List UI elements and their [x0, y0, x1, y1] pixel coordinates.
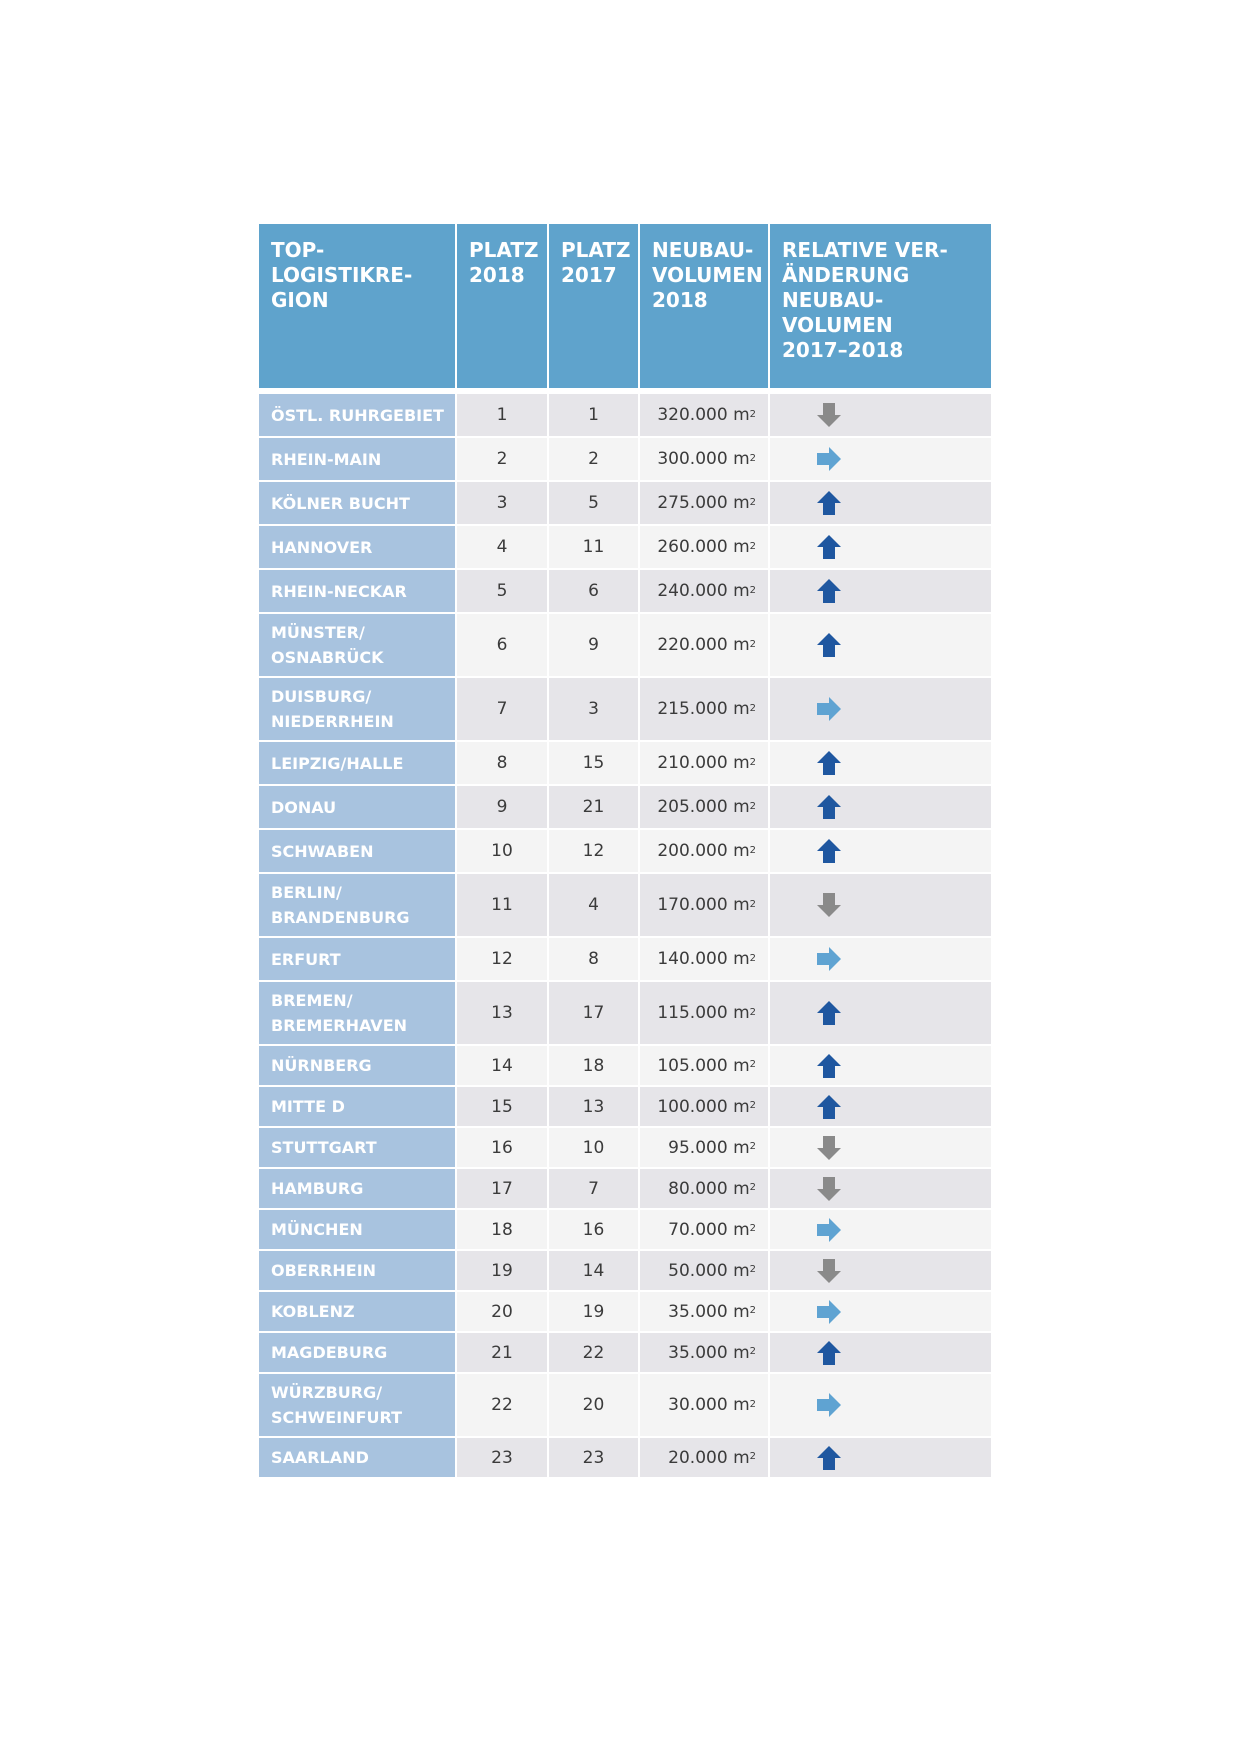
- table-body: [259, 394, 991, 1479]
- volume-unit: m: [733, 1003, 750, 1023]
- region-name: LEIPZIG/HALLE: [259, 742, 457, 784]
- volume-unit: m: [733, 797, 750, 817]
- neubau-volumen-value: [640, 526, 770, 568]
- region-name: WÜRZBURG/ SCHWEINFURT: [259, 1374, 457, 1436]
- platz-2017-value: 5: [549, 482, 640, 524]
- platz-2017-value: 19: [549, 1292, 640, 1331]
- volume-unit: m: [733, 1219, 750, 1240]
- volume-unit: m: [733, 635, 750, 655]
- volume-number: 275.000: [657, 493, 728, 513]
- table-row: [259, 614, 991, 678]
- header-region: TOP- LOGISTIKRE- GION: [259, 224, 457, 388]
- trend-cell: [770, 830, 991, 872]
- table-row: [259, 526, 991, 570]
- table-row: [259, 786, 991, 830]
- neubau-volumen-value: [640, 1374, 770, 1436]
- platz-2018-value: 11: [457, 874, 549, 936]
- arrow-down-icon: [816, 1176, 842, 1202]
- platz-2017-value: 12: [549, 830, 640, 872]
- platz-2018-value: 18: [457, 1210, 549, 1249]
- volume-unit: m: [733, 1342, 750, 1363]
- volume-unit-exponent: 2: [749, 1006, 756, 1018]
- volume-unit: m: [733, 405, 750, 425]
- platz-2017-value: 22: [549, 1333, 640, 1372]
- table-row: [259, 570, 991, 614]
- platz-2017-value: 1: [549, 394, 640, 436]
- neubau-volumen-value: [640, 438, 770, 480]
- platz-2017-value: 8: [549, 938, 640, 980]
- table-row: [259, 1210, 991, 1251]
- trend-cell: [770, 526, 991, 568]
- arrow-up-icon: [816, 1340, 842, 1366]
- table-row: [259, 1046, 991, 1087]
- volume-number: 70.000: [668, 1219, 728, 1240]
- volume-unit: m: [733, 841, 750, 861]
- volume-number: 105.000: [657, 1055, 728, 1076]
- volume-unit: m: [733, 1395, 750, 1415]
- volume-number: 35.000: [668, 1342, 728, 1363]
- volume-number: 80.000: [668, 1178, 728, 1199]
- platz-2018-value: 9: [457, 786, 549, 828]
- volume-unit: m: [733, 537, 750, 557]
- neubau-volumen-value: [640, 1128, 770, 1167]
- trend-cell: [770, 982, 991, 1044]
- arrow-up-icon: [816, 838, 842, 864]
- region-name: STUTTGART: [259, 1128, 457, 1167]
- arrow-down-icon: [816, 1135, 842, 1161]
- volume-number: 95.000: [668, 1137, 728, 1158]
- trend-cell: [770, 1210, 991, 1249]
- platz-2018-value: 6: [457, 614, 549, 676]
- table-row: [259, 938, 991, 982]
- header-platz-2018: PLATZ 2018: [457, 224, 549, 388]
- table-row: [259, 742, 991, 786]
- region-name: OBERRHEIN: [259, 1251, 457, 1290]
- trend-cell: [770, 1333, 991, 1372]
- region-name: KÖLNER BUCHT: [259, 482, 457, 524]
- arrow-up-icon: [816, 632, 842, 658]
- neubau-volumen-value: [640, 482, 770, 524]
- arrow-right-icon: [816, 1217, 842, 1243]
- trend-cell: [770, 1087, 991, 1126]
- arrow-up-icon: [816, 1445, 842, 1471]
- neubau-volumen-value: [640, 1210, 770, 1249]
- neubau-volumen-value: [640, 830, 770, 872]
- volume-number: 50.000: [668, 1260, 728, 1281]
- arrow-down-icon: [816, 1258, 842, 1284]
- volume-number: 115.000: [657, 1003, 728, 1023]
- platz-2017-value: 15: [549, 742, 640, 784]
- region-name: MITTE D: [259, 1087, 457, 1126]
- trend-cell: [770, 786, 991, 828]
- trend-cell: [770, 1292, 991, 1331]
- header-relative-change: RELATIVE VER- ÄNDERUNG NEUBAU- VOLUMEN 2017–2018: [782, 238, 948, 362]
- platz-2017-value: 2: [549, 438, 640, 480]
- volume-unit: m: [733, 1178, 750, 1199]
- volume-number: 320.000: [657, 405, 728, 425]
- table-row: [259, 482, 991, 526]
- volume-number: 205.000: [657, 797, 728, 817]
- platz-2018-value: 22: [457, 1374, 549, 1436]
- volume-unit: m: [733, 1260, 750, 1281]
- trend-cell: [770, 938, 991, 980]
- table-row: [259, 1251, 991, 1292]
- platz-2018-value: 3: [457, 482, 549, 524]
- region-name: MAGDEBURG: [259, 1333, 457, 1372]
- arrow-up-icon: [816, 750, 842, 776]
- platz-2017-value: 21: [549, 786, 640, 828]
- arrow-right-icon: [816, 696, 842, 722]
- trend-cell: [770, 678, 991, 740]
- trend-cell: [770, 742, 991, 784]
- volume-unit-exponent: 2: [749, 1398, 756, 1410]
- platz-2017-value: 7: [549, 1169, 640, 1208]
- platz-2017-value: 3: [549, 678, 640, 740]
- volume-unit: m: [733, 753, 750, 773]
- neubau-volumen-value: [640, 1438, 770, 1477]
- arrow-up-icon: [816, 534, 842, 560]
- volume-unit: m: [733, 699, 750, 719]
- trend-cell: [770, 1128, 991, 1167]
- volume-unit-exponent: 2: [749, 408, 756, 420]
- volume-number: 170.000: [657, 895, 728, 915]
- trend-cell: [770, 570, 991, 612]
- volume-unit-exponent: 2: [749, 452, 756, 464]
- volume-unit-exponent: 2: [749, 844, 756, 856]
- volume-unit-exponent: 2: [749, 496, 756, 508]
- platz-2017-value: 10: [549, 1128, 640, 1167]
- volume-unit: m: [733, 949, 750, 969]
- table-header: [259, 224, 991, 388]
- volume-unit-exponent: 2: [749, 1346, 756, 1357]
- platz-2018-value: 1: [457, 394, 549, 436]
- volume-unit-exponent: 2: [749, 1305, 756, 1316]
- volume-unit-exponent: 2: [749, 1141, 756, 1152]
- neubau-volumen-value: [640, 1333, 770, 1372]
- volume-unit: m: [733, 1301, 750, 1322]
- trend-cell: [770, 438, 991, 480]
- trend-cell: [770, 614, 991, 676]
- table-row: [259, 874, 991, 938]
- arrow-down-icon: [816, 892, 842, 918]
- arrow-up-icon: [816, 794, 842, 820]
- table-row: [259, 982, 991, 1046]
- volume-unit: m: [733, 581, 750, 601]
- region-name: RHEIN-NECKAR: [259, 570, 457, 612]
- volume-number: 210.000: [657, 753, 728, 773]
- region-name: KOBLENZ: [259, 1292, 457, 1331]
- neubau-volumen-value: [640, 938, 770, 980]
- neubau-volumen-value: [640, 394, 770, 436]
- table-row: [259, 1087, 991, 1128]
- volume-number: 215.000: [657, 699, 728, 719]
- region-name: MÜNSTER/ OSNABRÜCK: [259, 614, 457, 676]
- trend-cell: [770, 874, 991, 936]
- volume-unit: m: [733, 1096, 750, 1117]
- table-row: [259, 830, 991, 874]
- neubau-volumen-value: [640, 1292, 770, 1331]
- volume-unit-exponent: 2: [749, 1223, 756, 1234]
- volume-unit-exponent: 2: [749, 1264, 756, 1275]
- platz-2018-value: 5: [457, 570, 549, 612]
- table-row: [259, 394, 991, 438]
- volume-unit-exponent: 2: [749, 638, 756, 650]
- trend-cell: [770, 482, 991, 524]
- arrow-up-icon: [816, 1053, 842, 1079]
- table-row: [259, 678, 991, 742]
- volume-unit-exponent: 2: [749, 800, 756, 812]
- volume-unit: m: [733, 1447, 750, 1468]
- platz-2017-value: 16: [549, 1210, 640, 1249]
- platz-2017-value: 23: [549, 1438, 640, 1477]
- volume-unit-exponent: 2: [749, 702, 756, 714]
- volume-number: 300.000: [657, 449, 728, 469]
- region-name: NÜRNBERG: [259, 1046, 457, 1085]
- volume-number: 20.000: [668, 1447, 728, 1468]
- region-name: SAARLAND: [259, 1438, 457, 1477]
- platz-2017-value: 17: [549, 982, 640, 1044]
- platz-2018-value: 10: [457, 830, 549, 872]
- region-name: HANNOVER: [259, 526, 457, 568]
- platz-2018-value: 16: [457, 1128, 549, 1167]
- neubau-volumen-value: [640, 742, 770, 784]
- platz-2018-value: 2: [457, 438, 549, 480]
- logistics-region-table: [259, 224, 991, 1479]
- header-volumen-2018: NEUBAU- VOLUMEN 2018: [640, 224, 770, 388]
- region-name: BERLIN/ BRANDENBURG: [259, 874, 457, 936]
- platz-2018-value: 23: [457, 1438, 549, 1477]
- neubau-volumen-value: [640, 1251, 770, 1290]
- platz-2018-value: 7: [457, 678, 549, 740]
- arrow-right-icon: [816, 446, 842, 472]
- volume-unit-exponent: 2: [749, 1451, 756, 1462]
- trend-cell: [770, 1438, 991, 1477]
- platz-2017-value: 11: [549, 526, 640, 568]
- table-row: [259, 1169, 991, 1210]
- platz-2018-value: 17: [457, 1169, 549, 1208]
- volume-number: 140.000: [657, 949, 728, 969]
- volume-unit: m: [733, 449, 750, 469]
- arrow-up-icon: [816, 1094, 842, 1120]
- platz-2018-value: 4: [457, 526, 549, 568]
- header-platz-2017: PLATZ 2017: [549, 224, 640, 388]
- neubau-volumen-value: [640, 678, 770, 740]
- platz-2018-value: 21: [457, 1333, 549, 1372]
- table-row: [259, 1374, 991, 1438]
- arrow-right-icon: [816, 1299, 842, 1325]
- region-name: MÜNCHEN: [259, 1210, 457, 1249]
- platz-2018-value: 20: [457, 1292, 549, 1331]
- neubau-volumen-value: [640, 786, 770, 828]
- volume-unit: m: [733, 1137, 750, 1158]
- volume-number: 35.000: [668, 1301, 728, 1322]
- volume-unit-exponent: 2: [749, 1059, 756, 1070]
- platz-2018-value: 15: [457, 1087, 549, 1126]
- volume-unit-exponent: 2: [749, 584, 756, 596]
- volume-number: 220.000: [657, 635, 728, 655]
- platz-2017-value: 18: [549, 1046, 640, 1085]
- region-name: RHEIN-MAIN: [259, 438, 457, 480]
- neubau-volumen-value: [640, 1169, 770, 1208]
- arrow-right-icon: [816, 946, 842, 972]
- platz-2018-value: 14: [457, 1046, 549, 1085]
- volume-unit-exponent: 2: [749, 540, 756, 552]
- platz-2017-value: 20: [549, 1374, 640, 1436]
- volume-unit-exponent: 2: [749, 1182, 756, 1193]
- volume-number: 240.000: [657, 581, 728, 601]
- platz-2017-value: 14: [549, 1251, 640, 1290]
- region-name: ERFURT: [259, 938, 457, 980]
- arrow-right-icon: [816, 1392, 842, 1418]
- volume-number: 100.000: [657, 1096, 728, 1117]
- trend-cell: [770, 1046, 991, 1085]
- table-row: [259, 1128, 991, 1169]
- platz-2018-value: 19: [457, 1251, 549, 1290]
- volume-number: 260.000: [657, 537, 728, 557]
- arrow-up-icon: [816, 490, 842, 516]
- volume-unit: m: [733, 493, 750, 513]
- neubau-volumen-value: [640, 1087, 770, 1126]
- platz-2018-value: 8: [457, 742, 549, 784]
- region-name: ÖSTL. RUHRGEBIET: [259, 394, 457, 436]
- volume-unit: m: [733, 1055, 750, 1076]
- volume-unit-exponent: 2: [749, 952, 756, 964]
- region-name: DONAU: [259, 786, 457, 828]
- neubau-volumen-value: [640, 614, 770, 676]
- platz-2017-value: 9: [549, 614, 640, 676]
- table-row: [259, 1438, 991, 1479]
- volume-unit-exponent: 2: [749, 898, 756, 910]
- table-row: [259, 1292, 991, 1333]
- arrow-up-icon: [816, 1000, 842, 1026]
- volume-unit-exponent: 2: [749, 1100, 756, 1111]
- platz-2017-value: 4: [549, 874, 640, 936]
- trend-cell: [770, 1169, 991, 1208]
- neubau-volumen-value: [640, 1046, 770, 1085]
- table-row: [259, 1333, 991, 1374]
- arrow-up-icon: [816, 578, 842, 604]
- volume-unit-exponent: 2: [749, 756, 756, 768]
- trend-cell: [770, 394, 991, 436]
- trend-cell: [770, 1251, 991, 1290]
- neubau-volumen-value: [640, 982, 770, 1044]
- table-row: [259, 438, 991, 482]
- neubau-volumen-value: [640, 874, 770, 936]
- region-name: HAMBURG: [259, 1169, 457, 1208]
- platz-2017-value: 6: [549, 570, 640, 612]
- region-name: DUISBURG/ NIEDERRHEIN: [259, 678, 457, 740]
- arrow-down-icon: [816, 402, 842, 428]
- volume-number: 200.000: [657, 841, 728, 861]
- trend-cell: [770, 1374, 991, 1436]
- region-name: SCHWABEN: [259, 830, 457, 872]
- neubau-volumen-value: [640, 570, 770, 612]
- platz-2018-value: 13: [457, 982, 549, 1044]
- volume-number: 30.000: [668, 1395, 728, 1415]
- volume-unit: m: [733, 895, 750, 915]
- platz-2017-value: 13: [549, 1087, 640, 1126]
- region-name: BREMEN/ BREMERHAVEN: [259, 982, 457, 1044]
- platz-2018-value: 12: [457, 938, 549, 980]
